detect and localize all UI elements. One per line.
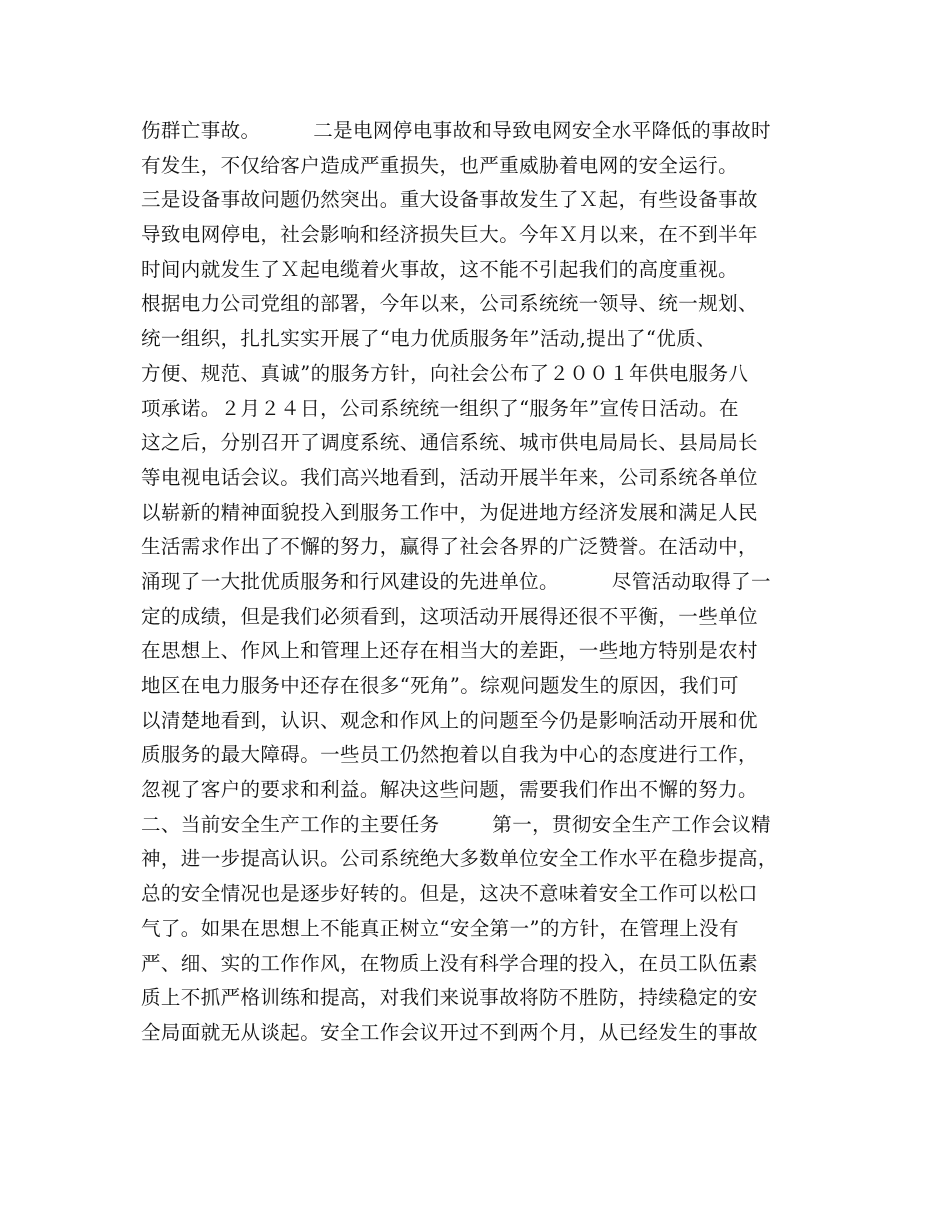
text-line: 总的安全情况也是逐步好转的。但是，这决不意味着安全工作可以松口 [141,882,758,906]
text-line: 神，进一步提高认识。公司系统绝大多数单位安全工作水平在稳步提高， [141,847,778,871]
text-line: 根据电力公司党组的部署，今年以来，公司系统统一领导、统一规划、 [141,292,758,316]
text-line: 严、细、实的工作作风，在物质上没有科学合理的投入，在员工队伍素 [141,951,758,975]
text-line: 伤群亡事故。 二是电网停电事故和导致电网安全水平降低的事故时 [141,119,771,142]
text-line: 气了。如果在思想上不能真正树立“安全第一”的方针，在管理上没有 [141,916,739,940]
text-line: 二、当前安全生产工作的主要任务 第一，贯彻安全生产工作会议精 [141,812,771,836]
text-line: 有发生，不仅给客户造成严重损失，也严重威胁着电网的安全运行。 [141,153,739,177]
text-line: 时间内就发生了Ｘ起电缆着火事故，这不能不引起我们的高度重视。 [141,257,739,281]
text-line: 三是设备事故问题仍然突出。重大设备事故发生了Ｘ起，有些设备事故 [141,188,758,212]
text-line: 以崭新的精神面貌投入到服务工作中，为促进地方经济发展和满足人民 [141,500,758,524]
text-line: 等电视电话会议。我们高兴地看到，活动开展半年来，公司系统各单位 [141,465,758,489]
body-text [141,114,831,1051]
text-line: 方便、规范、真诚”的服务方针，向社会公布了２００１年供电服务八 [141,361,749,385]
text-line: 这之后，分别召开了调度系统、通信系统、城市供电局局长、县局局长 [141,431,758,455]
text-line: 地区在电力服务中还存在很多“死角”。综观问题发生的原因，我们可 [141,674,739,697]
text-line: 忽视了客户的要求和利益。解决这些问题，需要我们作出不懈的努力。 [141,778,758,802]
text-line: 涌现了一大批优质服务和行风建设的先进单位。 尽管活动取得了一 [141,569,771,593]
text-line: 质上不抓严格训练和提高，对我们来说事故将防不胜防，持续稳定的安 [141,986,758,1010]
text-line: 项承诺。２月２４日，公司系统统一组织了“服务年”宣传日活动。在 [141,396,739,420]
text-line: 生活需求作出了不懈的努力，赢得了社会各界的广泛赞誉。在活动中， [141,535,758,559]
text-line: 质服务的最大障碍。一些员工仍然抱着以自我为中心的态度进行工作， [141,743,758,767]
text-line: 在思想上、作风上和管理上还存在相当大的差距，一些地方特别是农村 [141,639,758,663]
text-line: 统一组织，扎扎实实开展了“电力优质服务年”活动,提出了“优质、 [141,327,717,351]
text-line: 全局面就无从谈起。安全工作会议开过不到两个月，从已经发生的事故 [141,1020,758,1044]
text-line: 定的成绩，但是我们必须看到，这项活动开展得还很不平衡，一些单位 [141,604,758,628]
text-line: 以清楚地看到，认识、观念和作风上的问题至今仍是影响活动开展和优 [141,708,758,732]
text-line: 导致电网停电，社会影响和经济损失巨大。今年Ｘ月以来，在不到半年 [141,223,758,247]
